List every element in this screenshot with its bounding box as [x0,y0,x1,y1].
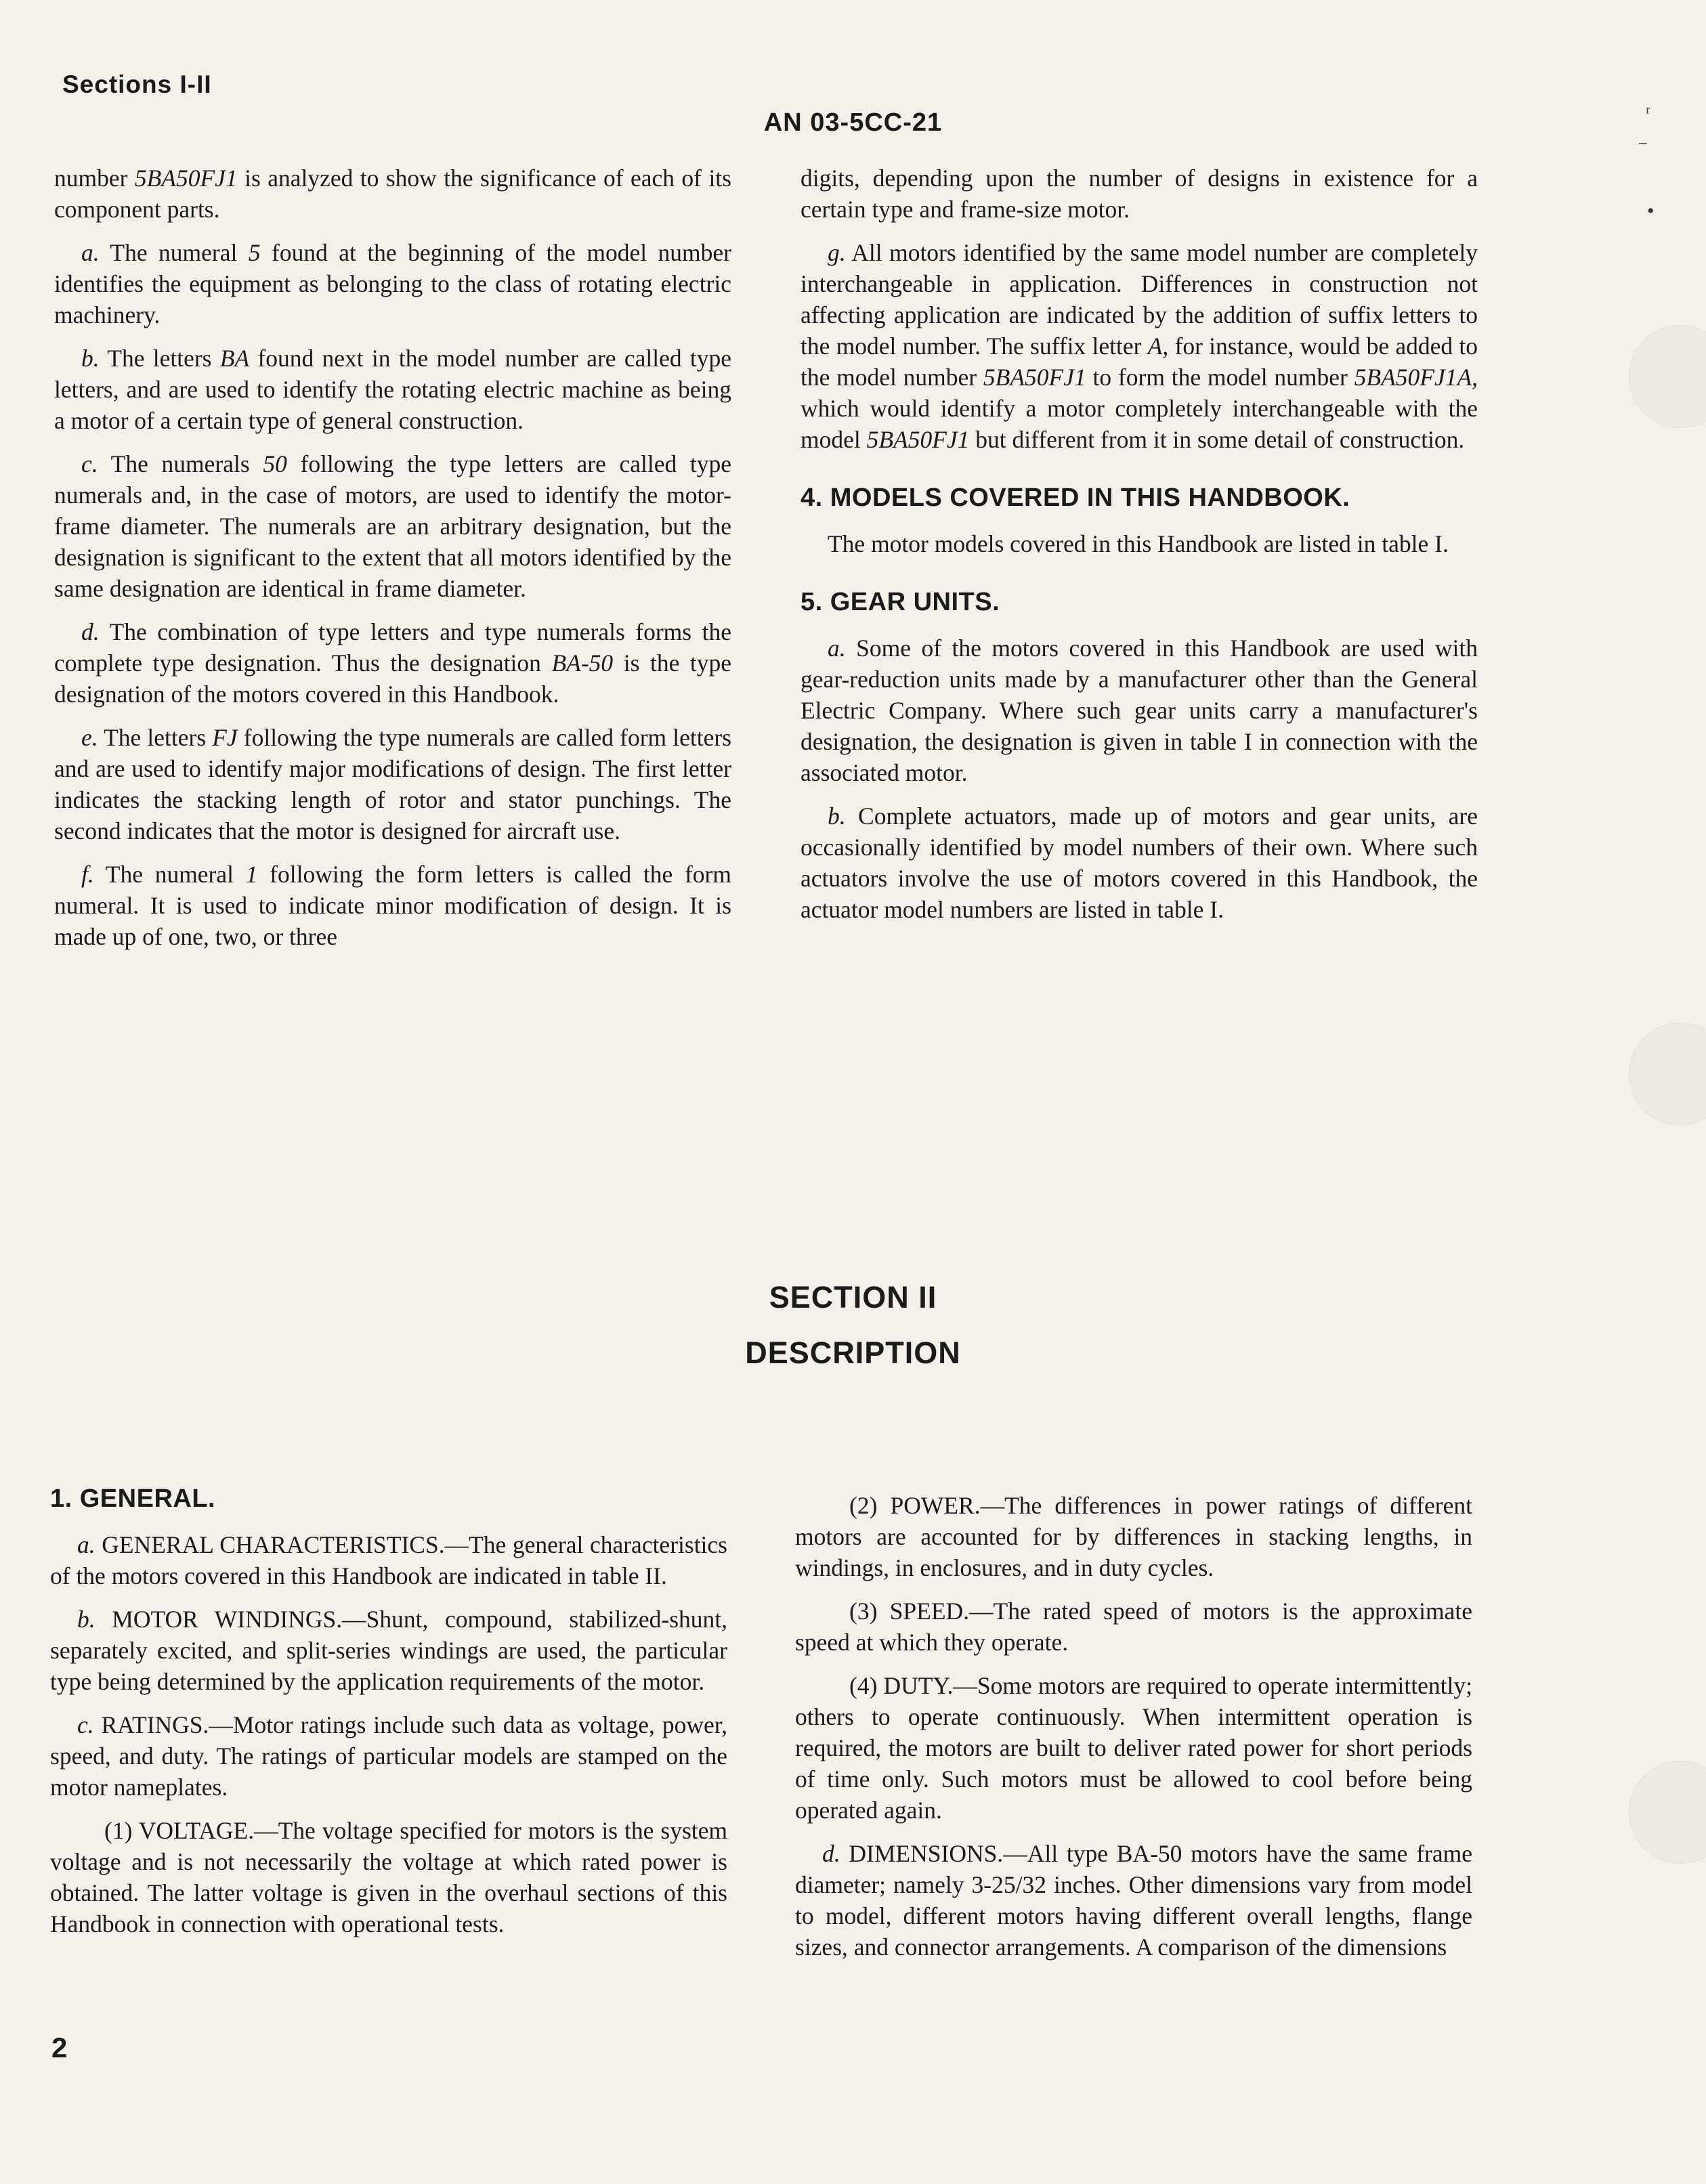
heading-gear-units: 5. GEAR UNITS. [801,588,1000,616]
margin-mark: ⁻ [1638,136,1648,158]
section-title: DESCRIPTION [745,1335,961,1370]
paragraph-a: a. Some of the motors covered in this Handbook are used with gear-reduction units made by a manufacturer other than the General Electric Company. Where such gear units carry a manufacturer's designation, the designation is given in table I in connection with the associated motor. [801,635,1478,786]
punch-hole [1629,1023,1706,1126]
page-number: 2 [51,2032,68,2063]
section-number: SECTION II [769,1280,937,1314]
paragraph: number 5BA50FJ1 is analyzed to show the significance of each of its component parts. [54,165,731,223]
header-doc-number: AN 03-5CC-21 [763,108,943,137]
paragraph-c: c. The numerals 50 following the type letters are called type numerals and, in the case of motors, are used to identify the motor-frame diameter. The numerals are an arbitrary designation, but the designation is significant to the extent that all motors identified by the same designation are identical in frame diameter. [54,450,731,602]
margin-mark: ʳ [1646,102,1650,124]
punch-hole [1629,1761,1706,1864]
paragraph: The motor models covered in this Handbook are listed in table I. [828,530,1449,557]
paragraph-a: a. GENERAL CHARACTERISTICS.—The general characteristics of the motors covered in this Handbook are indicated in table II. [50,1531,727,1589]
column-left-top [54,163,731,964]
paragraph-c: c. RATINGS.—Motor ratings include such data as voltage, power, speed, and duty. The ratings of particular models are stamped on the motor nameplates. [50,1711,727,1801]
paragraph-voltage: (1) VOLTAGE.—The voltage specified for motors is the system voltage and is not necessarily the voltage at which rated power is obtained. The latter voltage is given in the overhaul sections of this Handbook in connection with operational tests. [50,1817,727,1937]
column-right-top [801,163,1478,937]
paragraph-f: f. The numeral 1 following the form letters is called the form numeral. It is used to indicate minor modification of design. It is made up of one, two, or three [54,861,731,950]
paragraph-b: b. The letters BA found next in the model number are called type letters, and are used to identify the rotating electric machine as being a motor of a certain type of general construction. [54,345,731,434]
paragraph-d: d. DIMENSIONS.—All type BA-50 motors have the same frame diameter; namely 3-25/32 inches. Other dimensions vary from model to model, different motors having different overall lengths, flange sizes, and connector arrangements. A comparison of the dimensions [795,1840,1472,1961]
paragraph-d: d. The combination of type letters and type numerals forms the complete type designation. Thus the designation BA-50 is the type designation of the motors covered in this Handbook. [54,618,731,708]
column-right-bottom [795,1490,1472,1975]
paragraph-g: g. All motors identified by the same model number are completely interchangeable in application. Differences in construction not affecting application are indicated by the addition of suffix letters to the model number. The suffix letter A, for instance, would be added to the model number 5BA50FJ1 to form the model number 5BA50FJ1A, which would identify a motor completely interchangeable with the model 5BA50FJ1 but different from it in some detail of construction. [801,239,1478,453]
paragraph-e: e. The letters FJ following the type numerals are called form letters and are used to identify major modifications of design. The first letter indicates the stacking length of rotor and stator punchings. The second indicates that the motor is designed for aircraft use. [54,724,731,844]
punch-hole [1629,325,1706,428]
paragraph-b: b. Complete actuators, made up of motors and gear units, are occasionally identified by model numbers of their own. Where such actuators involve the use of motors covered in this Handbook, the actuator model numbers are listed in table I. [801,802,1478,923]
header-sections: Sections I-II [62,70,212,98]
paragraph-power: (2) POWER.—The differences in power ratings of different motors are accounted for by differences in stacking lengths, in windings, in enclosures, and in duty cycles. [795,1492,1472,1581]
heading-general: 1. GENERAL. [50,1484,216,1513]
heading-models-covered: 4. MODELS COVERED IN THIS HANDBOOK. [801,484,1350,512]
column-left-bottom [50,1483,727,1952]
paragraph-duty: (4) DUTY.—Some motors are required to operate intermittently; others to operate continuously. When intermittent operation is required, the motors are built to deliver rated power for short periods of time only. Such motors must be allowed to cool before being operated again. [795,1672,1472,1824]
paragraph-continued: digits, depending upon the number of designs in existence for a certain type and frame-size motor. [801,165,1478,223]
paragraph-speed: (3) SPEED.—The rated speed of motors is the approximate speed at which they operate. [795,1598,1472,1656]
paragraph-a: a. The numeral 5 found at the beginning of the model number identifies the equipment as belonging to the class of rotating electric machinery. [54,239,731,328]
margin-mark: • [1647,200,1655,222]
paragraph-b: b. MOTOR WINDINGS.—Shunt, compound, stabilized-shunt, separately excited, and split-series windings are used, the particular type being determined by the application requirements of the motor. [50,1606,727,1695]
